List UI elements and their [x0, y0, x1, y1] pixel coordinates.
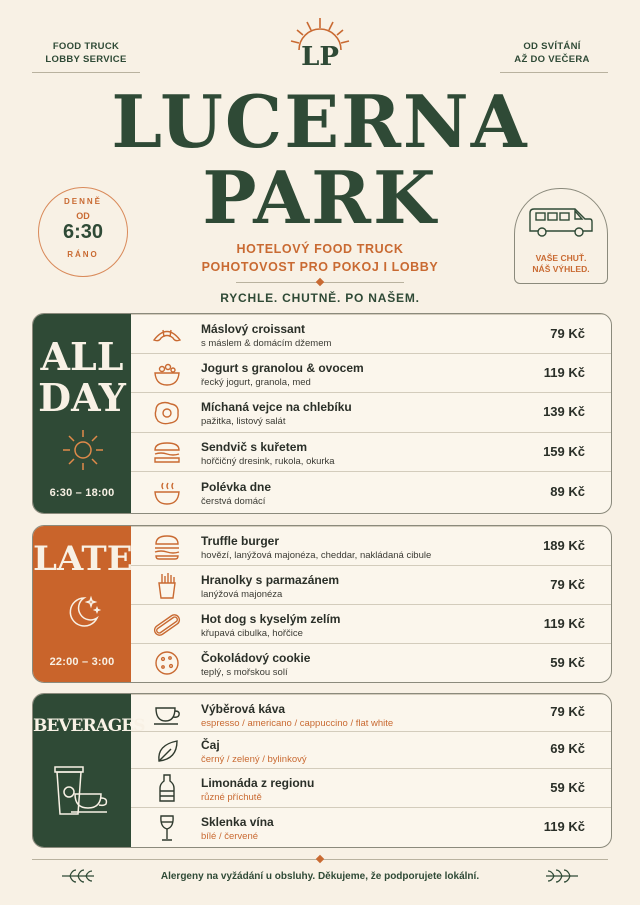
menu-item	[131, 314, 611, 354]
menu-item	[131, 694, 611, 732]
subtitle-line1: HOTELOVÝ FOOD TRUCK	[236, 242, 404, 256]
hotdog-icon	[151, 611, 183, 639]
section-hours: 6:30 – 18:00	[49, 487, 115, 499]
section-title: LATE	[33, 539, 133, 579]
footer-text: Alergeny na vyžádání u obsluhy. Děkujeme, že podporujete lokální.	[160, 871, 480, 882]
section-late-sidebar	[33, 526, 131, 682]
menu-item	[131, 768, 611, 808]
coffee-cup-icon	[151, 700, 183, 728]
divider-right	[500, 72, 608, 73]
item-description: řecký jogurt, granola, med	[201, 377, 311, 388]
item-price: 119 Kč	[543, 365, 585, 380]
item-price: 79 Kč	[550, 704, 585, 719]
item-price: 189 Kč	[543, 538, 585, 553]
item-description: lanýžová majonéza	[201, 589, 283, 600]
item-name: Čaj	[201, 738, 220, 752]
sprig-left-icon	[60, 867, 96, 885]
section-all-day-sidebar	[33, 314, 131, 513]
item-price: 119 Kč	[543, 616, 585, 631]
menu-item	[131, 643, 611, 683]
sandwich-icon	[151, 439, 183, 467]
menu-item	[131, 807, 611, 848]
corner-right-text: OD SVÍTÁNÍ AŽ DO VEČERA	[514, 41, 590, 65]
menu-item	[131, 392, 611, 433]
item-name: Hot dog s kyselým zelím	[201, 612, 341, 626]
page-title-line2: PARK	[202, 155, 438, 240]
tea-leaf-icon	[151, 737, 183, 765]
item-price: 59 Kč	[550, 655, 585, 670]
item-description: černý / zelený / bylinkový	[201, 754, 307, 765]
section-title-line2: DAY	[38, 375, 126, 420]
section-title-line1: ALL	[40, 334, 124, 379]
item-name: Sklenka vína	[201, 815, 274, 829]
menu-item	[131, 471, 611, 514]
item-name: Sendvič s kuřetem	[201, 440, 308, 454]
bottle-icon	[151, 774, 183, 802]
menu-item	[131, 731, 611, 769]
section-late	[32, 525, 612, 683]
section-all-day	[32, 313, 612, 514]
item-description: křupavá cibulka, hořčice	[201, 628, 303, 639]
item-description: různé příchutě	[201, 792, 262, 803]
item-name: Limonáda z regionu	[201, 776, 315, 790]
tagline: RYCHLE. CHUTNĚ. PO NAŠEM.	[220, 291, 420, 305]
item-description: teplý, s mořskou solí	[201, 667, 288, 678]
menu-item	[131, 432, 611, 472]
item-description: hořčičný dresink, rukola, okurka	[201, 456, 335, 467]
page-title-line1: LUCERNA	[111, 79, 529, 164]
moon-icon	[64, 592, 102, 630]
section-title: BEVERAGES	[33, 716, 145, 736]
item-price: 69 Kč	[550, 741, 585, 756]
section-beverages	[32, 693, 612, 848]
item-price: 119 Kč	[543, 819, 585, 834]
item-description: bílé / červené	[201, 831, 259, 842]
divider-left	[32, 72, 140, 73]
menu-item	[131, 353, 611, 393]
soup-icon	[151, 479, 183, 507]
badge-bottom-text: RÁNO	[67, 250, 99, 259]
truck-badge	[514, 188, 608, 284]
item-name: Truffle burger	[201, 534, 280, 548]
item-name: Máslový croissant	[201, 322, 306, 336]
logo-monogram: LP	[301, 42, 339, 72]
menu-item	[131, 604, 611, 644]
item-name: Jogurt s granolou & ovocem	[201, 361, 364, 375]
truck-caption: VAŠE CHUŤ. NÁŠ VÝHLED.	[532, 253, 590, 274]
badge-small-text: OD	[76, 211, 90, 221]
sprig-right-icon	[544, 867, 580, 885]
item-name: Polévka dne	[201, 480, 272, 494]
sun-icon	[60, 427, 106, 473]
section-hours: 22:00 – 3:00	[49, 656, 115, 668]
item-price: 159 Kč	[543, 444, 585, 459]
item-name: Míchaná vejce na chlebíku	[201, 400, 352, 414]
subtitle-line2: POHOTOVOST PRO POKOJ I LOBBY	[201, 260, 439, 274]
item-name: Výběrová káva	[201, 702, 286, 716]
badge-time: 6:30	[62, 221, 104, 243]
item-description: hovězí, lanýžová majonéza, cheddar, nakládaná cibule	[201, 550, 432, 561]
menu-item	[131, 526, 611, 566]
food-truck-icon	[527, 205, 595, 239]
fries-icon	[151, 571, 183, 599]
item-description: s máslem & domácím džemem	[201, 338, 332, 349]
item-price: 139 Kč	[543, 404, 585, 419]
cookie-icon	[151, 649, 183, 677]
item-description: pažitka, listový salát	[201, 416, 286, 427]
burger-icon	[151, 533, 183, 561]
item-price: 79 Kč	[550, 577, 585, 592]
item-description: espresso / americano / cappuccino / flat white	[201, 718, 394, 729]
item-name: Čokoládový cookie	[201, 651, 311, 665]
diamond-ornament	[316, 278, 324, 286]
footer-diamond	[316, 855, 324, 863]
badge-top-text: DENNĚ	[63, 197, 102, 206]
wine-glass-icon	[151, 814, 183, 842]
item-price: 79 Kč	[550, 326, 585, 341]
corner-left-text: FOOD TRUCK LOBBY SERVICE	[45, 41, 127, 65]
menu-item	[131, 565, 611, 605]
yogurt-bowl-icon	[151, 360, 183, 388]
cups-icon	[51, 762, 115, 820]
item-price: 89 Kč	[550, 484, 585, 499]
section-beverages-sidebar	[33, 694, 145, 847]
croissant-icon	[151, 321, 183, 349]
item-name: Hranolky s parmazánem	[201, 573, 340, 587]
daily-time-badge	[38, 187, 128, 277]
item-description: čerstvá domácí	[201, 496, 266, 507]
item-price: 59 Kč	[550, 780, 585, 795]
egg-icon	[151, 399, 183, 427]
